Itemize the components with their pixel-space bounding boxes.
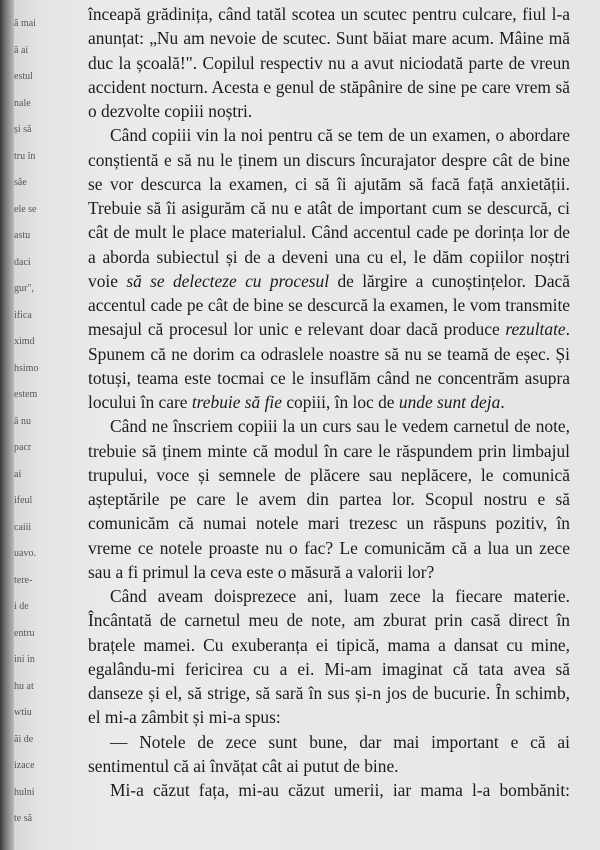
text-segment: Când ne înscriem copiii la un curs sau le vedem carnetul de note, trebuie să ținem minte că modul în care le răspundem prin limbajul trupului, voce și semnele de plăcere sau neplăcere, le comunică așteptările pe care le avem din partea lor. Scopul nostru e să comunicăm că numai notele mari trezesc un răspuns pozitiv, în vreme ce notele proaste nu o fac? Le comunicăm că a lua un zece sau a fi primul la ceva este o măsură a valorii lor? (88, 416, 570, 582)
margin-fragment: hulni (14, 786, 35, 798)
text-segment: . Spunem că ne dorim ca odraslele noastre să nu se teamă de eșec. Și totuși, teama este tocmai ce le insuflăm când ne concentrăm asupra locului în care (88, 319, 570, 412)
margin-fragment: ă ai (14, 44, 29, 56)
margin-fragment: wtiu (14, 707, 32, 718)
paragraph-3 (88, 414, 570, 584)
page-body-text (88, 2, 570, 802)
margin-fragment: estem (14, 389, 38, 400)
margin-fragment: caiii (14, 521, 32, 533)
margin-fragment: și să (14, 124, 32, 135)
margin-fragment: uavo. (14, 548, 36, 559)
margin-fragment: estul (14, 71, 33, 82)
text-segment: copiii, în loc de (281, 392, 399, 412)
text-segment: Când copiii vin la noi pentru că se tem de un examen, o abordare conștientă e să nu le ținem un discurs încurajator despre cât de bine se vor descurca la examen, ci să îi ajutăm să facă față anxietății. Trebuie să îi asigurăm că nu e atât de important cum se descurcă, ci cât de mult le place materialul. Când accentul cade pe dorința lor de a aborda subiectul și de a deveni una cu el, le dăm copiilor noștri voie (88, 125, 570, 291)
margin-fragment: tru în (14, 150, 36, 162)
italic-text-segment: rezultate (505, 319, 566, 340)
italic-text-segment: trebuie să fie (191, 392, 282, 412)
book-spine-shadow (0, 0, 14, 850)
margin-fragment: nale (14, 97, 31, 109)
margin-fragment: ai (14, 468, 22, 480)
margin-fragment: astu (14, 230, 31, 241)
margin-fragment: ele se (14, 203, 37, 215)
margin-fragment: entru (14, 627, 35, 639)
margin-fragment: ximd (14, 336, 35, 347)
italic-text-segment: să se delecteze cu procesul (126, 270, 330, 291)
margin-fragment: gur", (14, 283, 34, 294)
text-segment: Când aveam doisprezece ani, luam zece la fiecare materie. Încântată de carnetul meu de note, am zburat prin casă direct în brațele mamei. Cu exuberanța ei tipică, mama a dansat cu mine, egalându-mi fericirea cu a ei. Mi-am imaginat că tata avea să danseze și el, să strige, să sară în sus și-n jos de bucurie. În schimb, el mi-a zâmbit și mi-a spus: (88, 586, 570, 728)
margin-fragment: ifeul (14, 495, 33, 506)
paragraph-6 (88, 778, 570, 802)
facing-page-text-fragments (14, 0, 54, 850)
margin-fragment: i de (14, 601, 29, 612)
text-segment: . (500, 392, 505, 412)
text-segment: de lărgire a cunoștințelor. Dacă accentul cade pe cât de bine se descurcă la examen, le vom transmite mesajul că procesul lor unic e relevant doar dacă produce (88, 270, 570, 340)
paragraph-5 (88, 730, 570, 779)
margin-fragment: hsimo (14, 362, 39, 374)
text-segment: înceapă grădinița, când tatăl scotea un scutec pentru culcare, fiul l-a anunțat: „Nu am nevoie de scutec. Sunt băiat mare acum. Mâine mă duc la școală!". Copilul respectiv nu a avut niciodată parte de vreun accident nocturn. Acesta e genul de stăpânire de sine pe care vrem să o dezvolte copiii noștri. (88, 4, 570, 121)
margin-fragment: ăi de (14, 733, 34, 745)
margin-fragment: ă mai (14, 18, 36, 29)
text-segment: — Notele de zece sunt bune, dar mai important e că ai sentimentul că ai învățat cât ai putut de bine. (88, 731, 570, 776)
margin-fragment: ini in (14, 654, 35, 665)
paragraph-1 (88, 2, 570, 123)
margin-fragment: daci (14, 256, 31, 268)
margin-fragment: pacr (14, 442, 32, 453)
paragraph-2 (88, 123, 570, 414)
margin-fragment: săe (14, 177, 27, 188)
margin-fragment: hu at (14, 680, 34, 692)
paragraph-4 (88, 584, 570, 730)
margin-fragment: ă nu (14, 415, 31, 427)
margin-fragment: te să (14, 813, 33, 824)
margin-fragment: tere- (14, 574, 33, 586)
margin-fragment: ifica (14, 309, 32, 321)
text-segment: Mi-a căzut fața, mi-au căzut umerii, iar mama l-a bombănit: (110, 780, 570, 800)
italic-text-segment: unde sunt deja (398, 392, 501, 412)
margin-fragment: izace (14, 760, 35, 771)
